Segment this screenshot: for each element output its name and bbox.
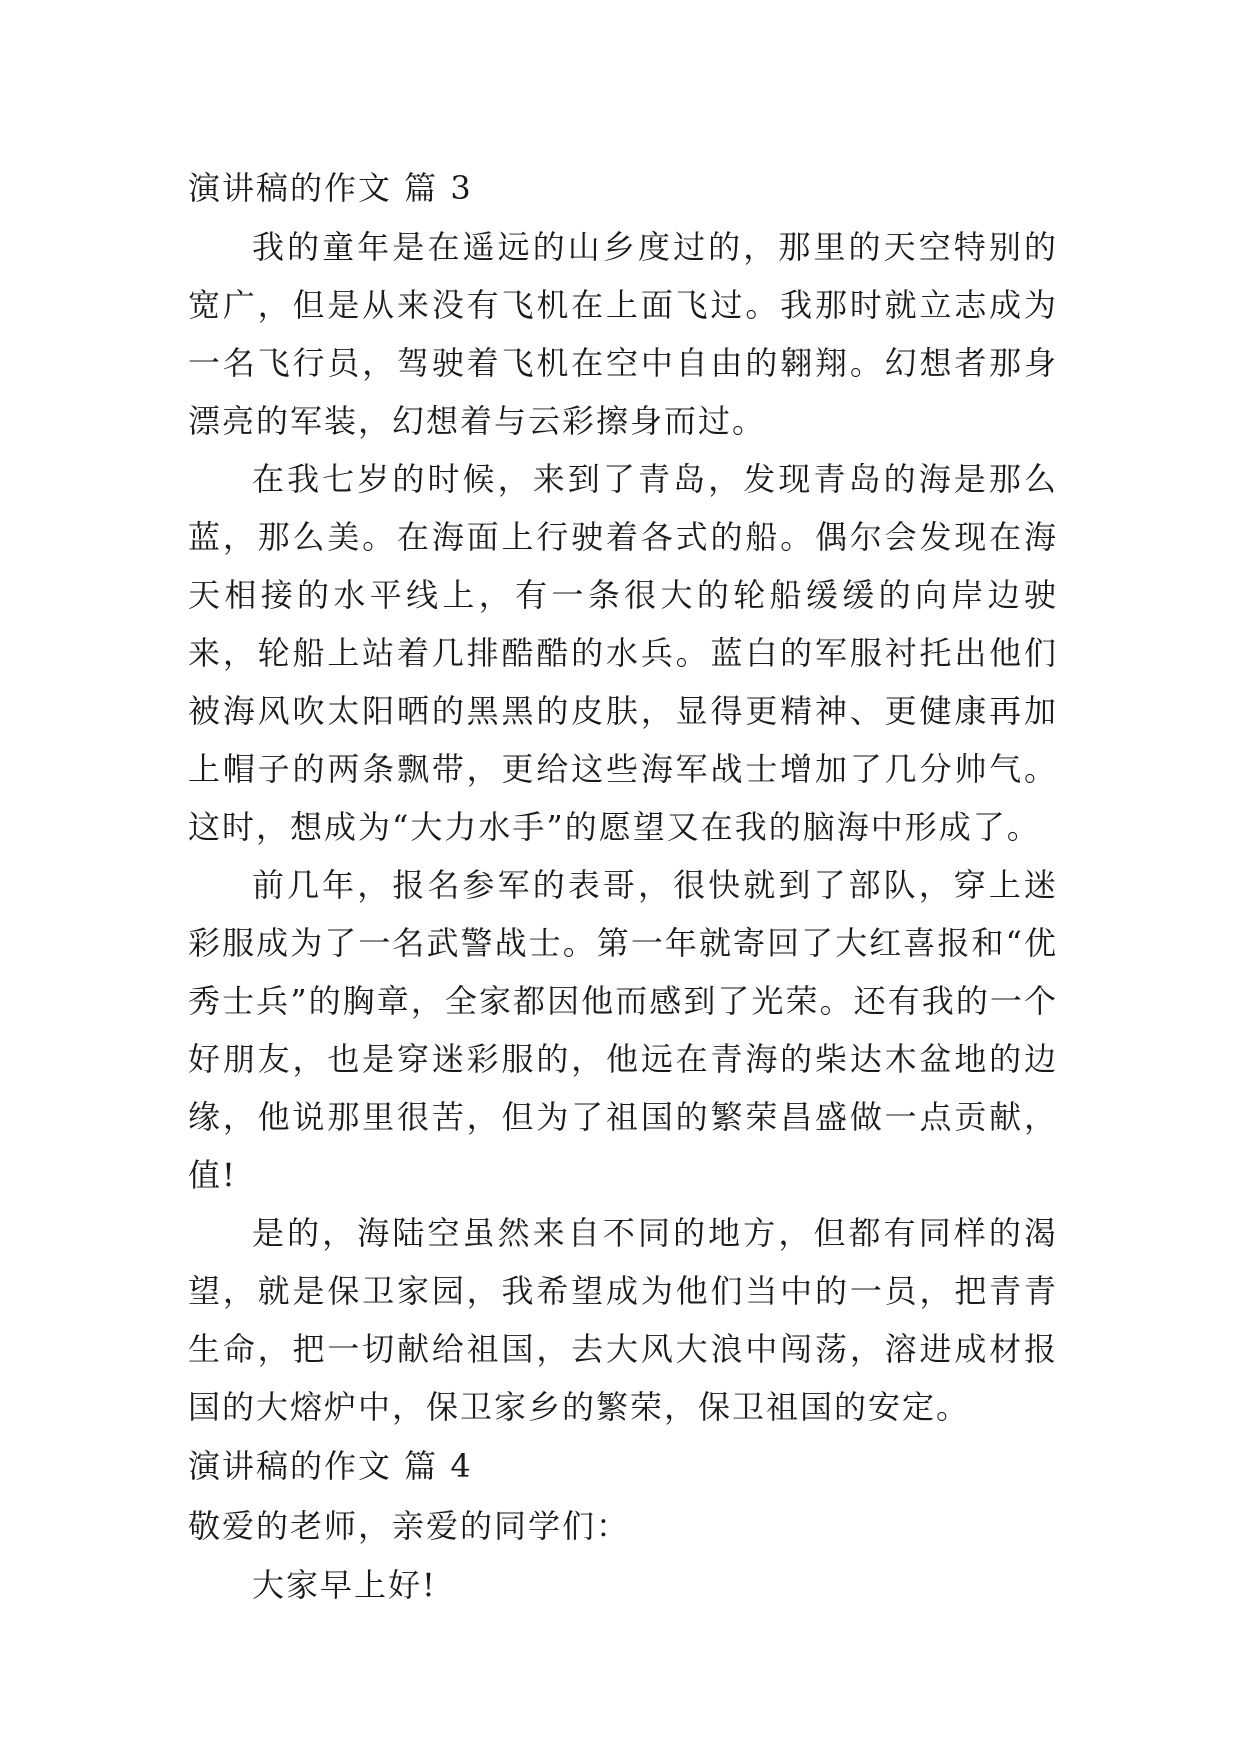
section-3-paragraph-1: 我的童年是在遥远的山乡度过的，那里的天空特别的宽广，但是从来没有飞机在上面飞过。我那时就立志成为一名飞行员，驾驶着飞机在空中自由的翱翔。幻想者那身漂亮的军装，幻想着与云彩擦身而过。 [188,228,1058,440]
section-4-title: 演讲稿的作文 篇 4 [188,1447,473,1485]
greeting: 大家早上好! [252,1566,437,1604]
salutation: 敬爱的老师，亲爱的同学们： [188,1507,631,1545]
section-3-paragraph-3: 前几年，报名参军的表哥，很快就到了部队，穿上迷彩服成为了一名武警战士。第一年就寄回了大红喜报和“优秀士兵”的胸章，全家都因他而感到了光荣。还有我的一个好朋友，也是穿迷彩服的，他远在青海的柴达木盆地的边缘，他说那里很苦，但为了祖国的繁荣昌盛做一点贡献，值! [188,866,1058,1194]
section-3-paragraph-2: 在我七岁的时候，来到了青岛，发现青岛的海是那么蓝，那么美。在海面上行驶着各式的船。偶尔会发现在海天相接的水平线上，有一条很大的轮船缓缓的向岸边驶来，轮船上站着几排酷酷的水兵。蓝白的军服衬托出他们被海风吹太阳晒的黑黑的皮肤，显得更精神、更健康再加上帽子的两条飘带，更给这些海军战士增加了几分帅气。这时，想成为“大力水手”的愿望又在我的脑海中形成了。 [188,460,1058,846]
document-body [188,158,1058,1614]
section-3-paragraph-4: 是的，海陆空虽然来自不同的地方，但都有同样的渴望，就是保卫家园，我希望成为他们当中的一员，把青青生命，把一切献给祖国，去大风大浪中闯荡，溶进成材报国的大熔炉中，保卫家乡的繁荣，保卫祖国的安定。 [188,1214,1058,1426]
section-3-title: 演讲稿的作文 篇 3 [188,169,473,207]
